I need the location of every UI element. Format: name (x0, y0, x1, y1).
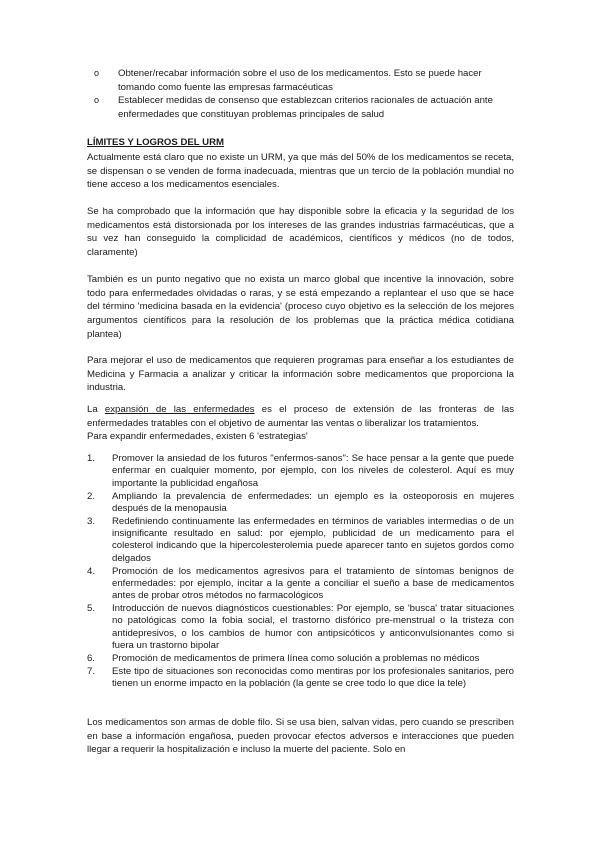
list-item (87, 453, 514, 490)
list-item (87, 653, 514, 665)
paragraph-5 (87, 403, 514, 444)
item-number: 1. (87, 453, 96, 464)
bullet-text: Obtener/recabar información sobre el uso de los medicamentos. Esto se puede hacer tomando como fuente las empresas farmacéuticas (118, 68, 482, 93)
list-item (87, 491, 514, 516)
section-heading: LÍMITES Y LOGROS DEL URM (87, 137, 224, 148)
list-item (87, 516, 514, 566)
item-text: Ampliando la prevalencia de enfermedades: un ejemplo es la osteoporosis en mujeres después de la menopausia (112, 490, 514, 514)
bullet-icon: o (94, 95, 100, 106)
item-text: Este tipo de situaciones son reconocidas como mentiras por los profesionales sanitarios, pero tienen un enorme impacto en la población (la gente se cree todo lo que dice la tele) (112, 665, 514, 690)
paragraph-3: También es un punto negativo que no exista un marco global que incentive la innovación, sobre todo para enfermedades olvidadas o raras, y se está empezando a replantear el uso que se hace del término 'medicina basada en la evidencia' (proceso cuyo objetivo es la selección de los mejores argumentos científicos para la resolución de los problemas que la práctica médica cotidiana plantea) (87, 274, 514, 340)
list-item (87, 666, 514, 691)
strategies-list (87, 453, 514, 691)
item-number: 6. (87, 652, 96, 664)
paragraph-2: Se ha comprobado que la información que hay disponible sobre la eficacia y la seguridad de los medicamentos está distorsionada por los intereses de las grandes industrias farmacéuticas, que a su vez han conseguido la complicidad de académicos, científicos y médicos (no de todos, claramente) (87, 206, 514, 259)
paragraph-1: Actualmente está claro que no existe un URM, ya que más del 50% de los medicamentos se receta, se dispensan o se venden de forma inadecuada, mientras que un tercio de la población mundial no tiene acceso a los medicamentos esenciales. (87, 152, 514, 191)
item-number: 5. (87, 603, 96, 615)
item-number: 4. (87, 565, 96, 577)
item-text: Promover la ansiedad de los futuros "enfermos-sanos": Se hace pensar a la gente que puede enfermar en cualquier momento, por ejemplo, con los niveles de colesterol. Aquí es muy importante la publicidad engañosa (112, 453, 514, 489)
item-number: 2. (87, 490, 96, 502)
paragraph-5-line2: Para expandir enfermedades, existen 6 'estrategias' (87, 431, 308, 443)
item-number: 3. (87, 515, 96, 527)
bullet-list (87, 67, 514, 122)
list-item (87, 603, 514, 653)
paragraph-5-prefix: La (87, 404, 105, 415)
item-text: Promoción de los medicamentos agresivos para el tratamiento de síntomas benignos de enfermedades: por ejemplo, incitar a la gente a conciliar el sueño a base de medicamentos antes de probar otros métodos no farmacológicos (112, 565, 514, 602)
underlined-term: expansión de las enfermedades (104, 404, 255, 415)
paragraph-5-rest: es el proceso de extensión de las fronteras de las enfermedades tratables con el objetivo de aumentar las ventas o liberalizar los tratamientos. (87, 404, 514, 429)
bullet-icon: o (94, 68, 100, 78)
list-item (87, 566, 514, 603)
item-number: 7. (87, 665, 96, 677)
item-text: Introducción de nuevos diagnósticos cuestionables: Por ejemplo, se 'busca' tratar situaciones no patológicas como la fobia social, el trastorno disfórico pre-menstrual o la tristeza con antidepresivos, o los cambios de humor con antipsicóticos y anticonvulsionantes como si fuera un trastorno bipolar (112, 603, 514, 652)
paragraph-4: Para mejorar el uso de medicamentos que requieren programas para enseñar a los estudiantes de Medicina y Farmacia a analizar y criticar la información sobre medicamentos que proporciona la industria. (87, 355, 514, 394)
list-item (87, 67, 514, 94)
paragraph-6: Los medicamentos son armas de doble filo. Si se usa bien, salvan vidas, pero cuando se prescriben en base a información engañosa, pueden provocar efectos adversos e interacciones que pueden llegar a requerir la hospitalización e incluso la muerte del paciente. Solo en (87, 717, 514, 756)
list-item (87, 94, 514, 121)
item-text: Promoción de medicamentos de primera línea como solución a problemas no médicos (112, 652, 480, 664)
item-text: Redefiniendo continuamente las enfermedades en términos de variables intermedias o de un insignificante resultado en salud: por ejemplo, publicidad de un medicamento para el colesterol indicando que la hipercolesterolemia puede aparecer tanto en sujetos gordos como delgados (112, 515, 514, 564)
bullet-text: Establecer medidas de consenso que establezcan criterios racionales de actuación ante enfermedades que constituyan problemas principales de salud (118, 95, 493, 121)
